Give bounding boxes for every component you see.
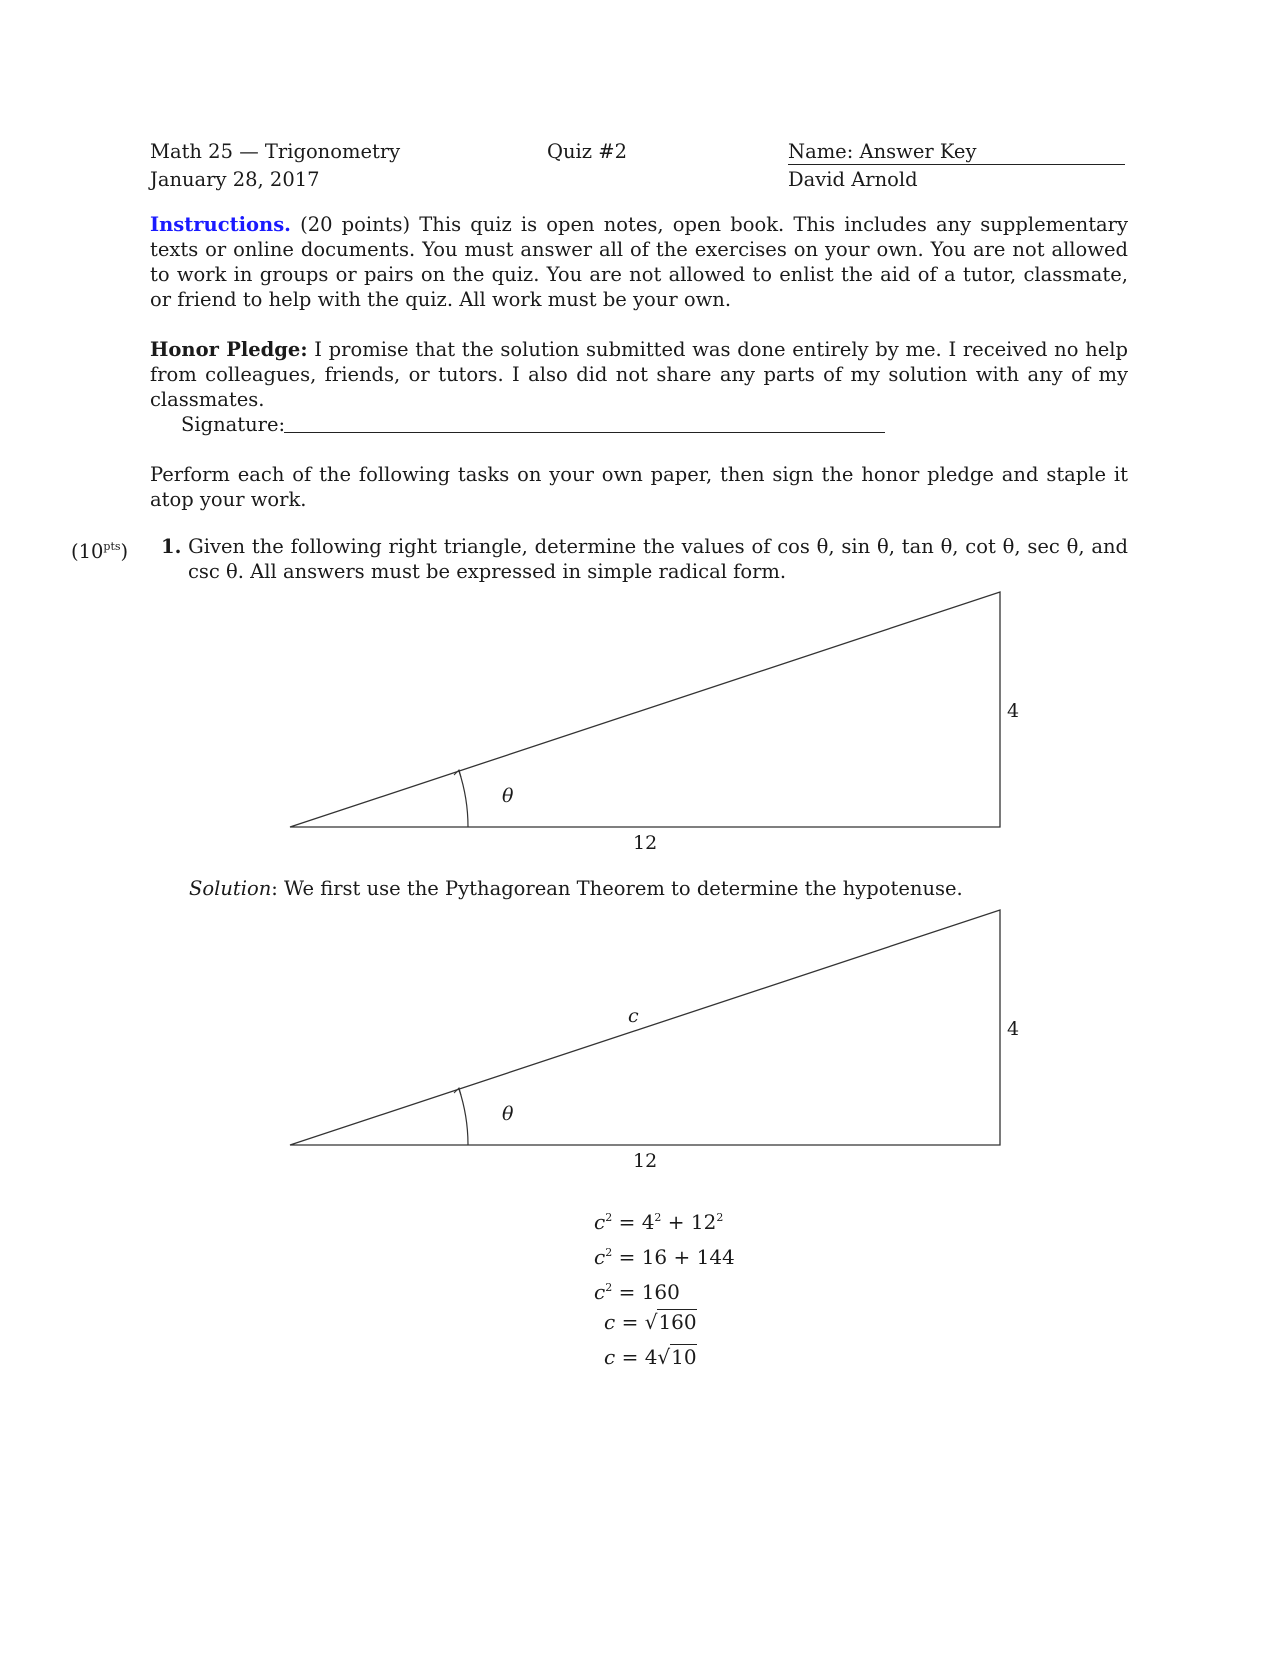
quiz-title: Quiz #2	[547, 140, 627, 163]
name-field	[788, 139, 1125, 165]
height-label: 4	[1007, 1018, 1020, 1040]
equation-3: $c^2 = 160$	[594, 1280, 680, 1304]
equation-2: $c^2 = 16 + 144$	[594, 1245, 735, 1269]
base-label: 12	[633, 1150, 658, 1172]
hypotenuse-label: c	[628, 1005, 639, 1027]
honor-pledge-label: Honor Pledge:	[150, 338, 308, 361]
signature-line[interactable]	[284, 432, 885, 433]
equation-4: c = √160	[604, 1310, 697, 1334]
angle-theta-label: θ	[502, 1103, 514, 1125]
right-triangle	[290, 910, 1000, 1145]
base-label: 12	[633, 832, 658, 854]
height-label: 4	[1007, 700, 1020, 722]
quiz-date: January 28, 2017	[150, 168, 320, 191]
equation-1: $c^2 = 4^2 + 12^2$	[594, 1210, 724, 1234]
triangle-diagram	[0, 580, 1280, 860]
instructor-name: David Arnold	[788, 168, 918, 191]
right-triangle	[290, 592, 1000, 827]
instructions-label: Instructions.	[150, 213, 291, 236]
honor-pledge-text: I promise that the solution submitted was done entirely by me. I received no help from colleagues, friends, or tutors. I also did not share any parts of my solution with any of my classmates.	[150, 338, 1128, 411]
problem-1-text	[161, 534, 1128, 584]
problem-statement: Given the following right triangle, determine the values of cos θ, sin θ, tan θ, cot θ, sec θ, and csc θ. All answers must be expressed in simple radical form.	[181, 535, 1128, 583]
instructions-text: (20 points) This quiz is open notes, open book. This includes any supplementary texts or online documents. You must answer all of the exercises on your own. You are not allowed to work in groups or pairs on the quiz. You are not allowed to enlist the aid of a tutor, classmate, or friend to help with the quiz. All work must be your own.	[150, 213, 1128, 311]
instructions-paragraph	[150, 212, 1128, 312]
triangle-diagram-with-hypotenuse	[0, 898, 1280, 1178]
honor-pledge-paragraph	[150, 337, 1128, 412]
solution-label: Solution	[189, 877, 272, 900]
perform-paragraph: Perform each of the following tasks on your own paper, then sign the honor pledge and staple it atop your work.	[150, 463, 1128, 511]
problem-points: $(10^{pts})$	[71, 540, 129, 563]
problem-number: 1.	[161, 535, 182, 558]
angle-theta-label: θ	[502, 785, 514, 807]
signature-label: Signature:	[181, 413, 286, 436]
solution-text: : We first use the Pythagorean Theorem to determine the hypotenuse.	[271, 877, 963, 900]
equation-5: c = 4√10	[604, 1345, 697, 1369]
angle-arc	[459, 1089, 468, 1145]
name-value: Name: Answer Key	[788, 140, 977, 163]
course-title: Math 25 — Trigonometry	[150, 140, 401, 163]
angle-arc	[459, 771, 468, 827]
